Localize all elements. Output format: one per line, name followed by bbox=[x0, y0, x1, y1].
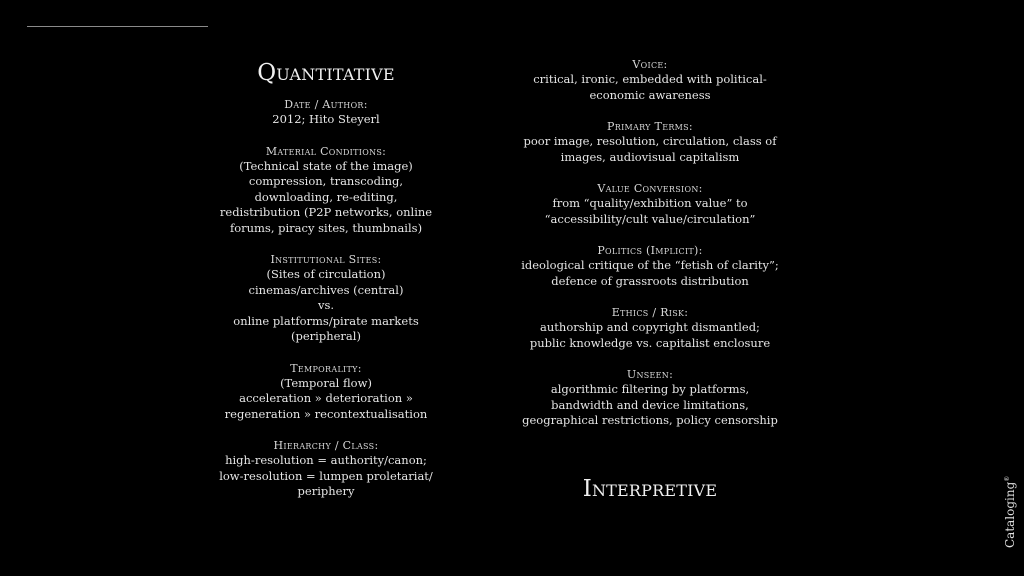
section-hierarchy-class bbox=[200, 438, 452, 500]
section-label: Hierarchy / Class: bbox=[273, 439, 379, 452]
body-line: periphery bbox=[297, 484, 355, 498]
body-line: algorithmic filtering by platforms, bbox=[550, 382, 750, 396]
body-line: ideological critique of the “fetish of clarity”; bbox=[521, 258, 779, 272]
section-body bbox=[505, 196, 795, 227]
section-label: Institutional Sites: bbox=[270, 253, 382, 266]
section-label: Primary Terms: bbox=[607, 120, 693, 133]
body-line: public knowledge vs. capitalist enclosure bbox=[529, 335, 771, 350]
section-body bbox=[505, 134, 795, 165]
section-value-conversion bbox=[505, 181, 795, 227]
body-line: critical, ironic, embedded with political- bbox=[533, 72, 767, 86]
quantitative-heading: Quantitative bbox=[257, 60, 395, 86]
body-line: compression, transcoding, bbox=[248, 174, 404, 188]
body-line: “accessibility/cult value/circulation” bbox=[544, 211, 756, 226]
section-label: Material Conditions: bbox=[265, 144, 387, 158]
brand-name: Cataloging bbox=[1003, 481, 1017, 548]
section-politics bbox=[505, 243, 795, 289]
body-line: regeneration » recontextualisation bbox=[224, 406, 428, 421]
brand-wordmark bbox=[1003, 476, 1017, 548]
section-unseen bbox=[505, 367, 795, 429]
section-label: Date / Author: bbox=[284, 98, 368, 111]
section-institutional-sites bbox=[200, 252, 452, 345]
body-line: forums, piracy sites, thumbnails) bbox=[229, 220, 423, 235]
body-line: 2012; Hito Steyerl bbox=[272, 112, 380, 126]
interpretive-column bbox=[505, 57, 795, 445]
body-line: (Technical state of the image) bbox=[239, 158, 413, 173]
body-line: online platforms/pirate markets bbox=[233, 313, 419, 328]
section-label: Temporality: bbox=[290, 361, 362, 375]
section-voice bbox=[505, 57, 795, 103]
body-line: bandwidth and device limitations, bbox=[551, 397, 749, 412]
section-label: Voice: bbox=[632, 58, 668, 71]
interpretive-heading: Interpretive bbox=[582, 476, 718, 502]
registered-mark: ® bbox=[1004, 475, 1011, 482]
body-line: from “quality/exhibition value” to bbox=[552, 196, 748, 210]
body-line: vs. bbox=[317, 298, 335, 312]
quantitative-column bbox=[200, 58, 452, 516]
body-line: high-resolution = authority/canon; bbox=[225, 453, 427, 467]
section-body bbox=[505, 258, 795, 289]
body-line: (Sites of circulation) bbox=[266, 267, 386, 281]
section-body bbox=[200, 376, 452, 423]
body-line: authorship and copyright dismantled; bbox=[540, 320, 760, 334]
section-body bbox=[200, 453, 452, 500]
section-label: Unseen: bbox=[626, 368, 674, 381]
body-line: defence of grassroots distribution bbox=[551, 273, 749, 288]
body-line: downloading, re-editing, bbox=[254, 189, 398, 204]
section-label: Ethics / Risk: bbox=[611, 306, 689, 319]
section-label: Politics (Implicit): bbox=[597, 244, 703, 257]
section-label: Value Conversion: bbox=[597, 182, 703, 195]
section-date-author bbox=[200, 97, 452, 128]
body-line: cinemas/archives (central) bbox=[248, 282, 404, 297]
section-temporality bbox=[200, 361, 452, 423]
body-line: poor image, resolution, circulation, class of bbox=[523, 134, 777, 148]
section-material-conditions bbox=[200, 144, 452, 237]
body-line: geographical restrictions, policy censorship bbox=[522, 413, 778, 427]
body-line: redistribution (P2P networks, online bbox=[219, 205, 433, 219]
section-primary-terms bbox=[505, 119, 795, 165]
top-divider bbox=[27, 26, 208, 27]
section-ethics-risk bbox=[505, 305, 795, 351]
body-line: (peripheral) bbox=[291, 329, 361, 343]
section-body bbox=[505, 320, 795, 351]
body-line: acceleration » deterioration » bbox=[239, 391, 413, 405]
body-line: low-resolution = lumpen proletariat/ bbox=[219, 468, 433, 483]
section-body bbox=[505, 72, 795, 103]
section-body bbox=[200, 112, 452, 128]
section-body bbox=[505, 382, 795, 429]
body-line: (Temporal flow) bbox=[280, 375, 372, 390]
section-body bbox=[200, 159, 452, 237]
body-line: economic awareness bbox=[589, 87, 711, 102]
body-line: images, audiovisual capitalism bbox=[560, 149, 740, 164]
section-body bbox=[200, 267, 452, 345]
